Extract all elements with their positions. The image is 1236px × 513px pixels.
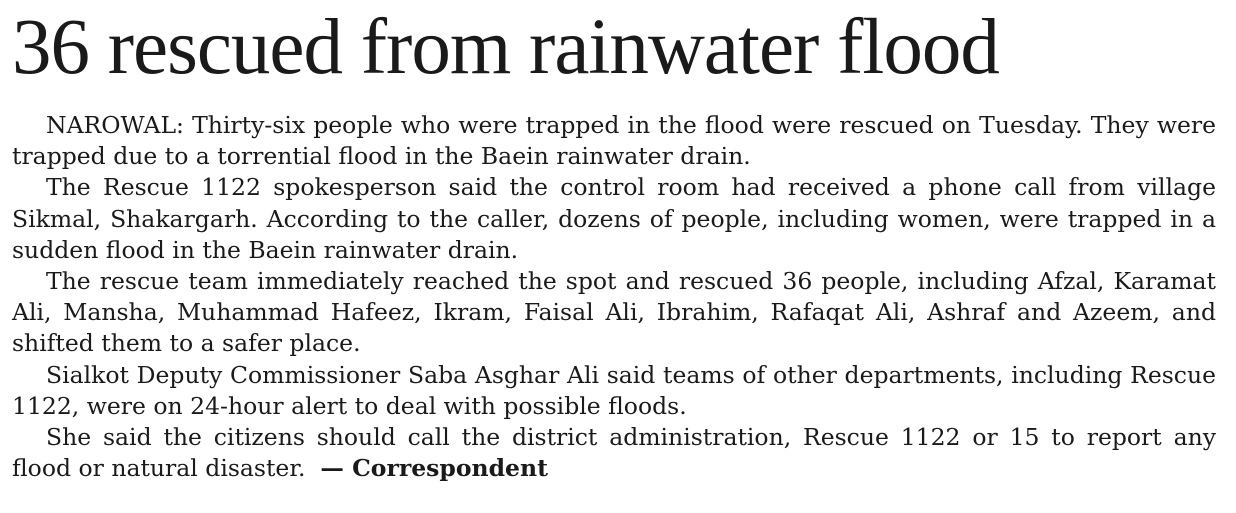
article-paragraph: NAROWAL: Thirty-six people who were trapped in the flood were rescued on Tuesday. They were trapped due to a torrential flood in the Baein rainwater drain. [12, 111, 1216, 171]
article-paragraph: The Rescue 1122 spokesperson said the control room had received a phone call from village Sikmal, Shakargarh. According to the caller, dozens of people, including women, were trapped in a sudden flood in the Baein rainwater drain. [12, 173, 1216, 264]
article-paragraph: The rescue team immediately reached the spot and rescued 36 people, including Afzal, Karamat Ali, Mansha, Muhammad Hafeez, Ikram, Faisal Ali, Ibrahim, Rafaqat Ali, Ashraf and Azeem, and shifted them to a safer place. [12, 267, 1216, 358]
article-byline: — Correspondent [320, 454, 548, 483]
article-headline: 36 rescued from rainwater flood [12, 4, 999, 91]
article-body [12, 110, 1216, 484]
article-paragraph: Sialkot Deputy Commissioner Saba Asghar Ali said teams of other departments, including Rescue 1122, were on 24-hour alert to deal with possible floods. [12, 360, 1216, 420]
article-paragraph-last [12, 422, 1216, 484]
article-paragraph-text: She said the citizens should call the district administration, Rescue 1122 or 15 to report any flood or natural disaster. [12, 423, 1216, 483]
news-article [12, 0, 1216, 484]
